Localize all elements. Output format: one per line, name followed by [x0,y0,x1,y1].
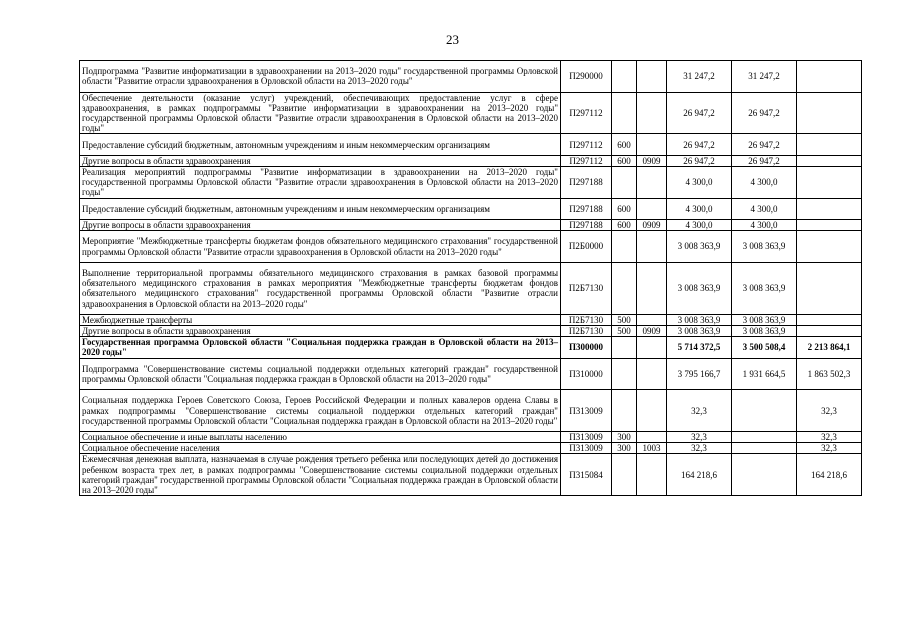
table-row [80,326,862,337]
row-name: Социальное обеспечение и иные выплаты населению [80,432,561,443]
row-code: П300000 [561,337,612,358]
row-expense-type [612,390,637,432]
row-name: Предоставление субсидий бюджетным, автономным учреждениям и иным некоммерческим организациям [80,134,561,155]
row-section-code [637,92,667,134]
row-amount-regional [732,432,797,443]
row-amount-regional: 1 931 664,5 [732,358,797,390]
row-expense-type: 600 [612,134,637,155]
table-row [80,454,862,496]
row-amount-total: 164 218,6 [667,454,732,496]
row-amount-total: 4 300,0 [667,198,732,219]
row-section-code: 0909 [637,155,667,166]
row-amount-regional: 31 247,2 [732,61,797,93]
row-section-code [637,337,667,358]
row-amount-total: 26 947,2 [667,92,732,134]
row-amount-total: 5 714 372,5 [667,337,732,358]
row-name: Государственная программа Орловской области "Социальная поддержка граждан в Орловской области на 2013–2020 годы" [80,337,561,358]
row-section-code [637,231,667,263]
row-amount-regional: 4 300,0 [732,220,797,231]
row-amount-regional [732,443,797,454]
table-row [80,390,862,432]
row-amount-total: 32,3 [667,432,732,443]
row-amount-regional: 3 008 363,9 [732,314,797,325]
row-amount-federal [797,231,862,263]
row-amount-federal: 32,3 [797,432,862,443]
row-amount-federal: 32,3 [797,390,862,432]
row-section-code [637,167,667,199]
row-amount-total: 3 795 166,7 [667,358,732,390]
row-section-code [637,262,667,314]
row-code: П2Б0000 [561,231,612,263]
row-expense-type: 500 [612,314,637,325]
row-code: П313009 [561,390,612,432]
table-row [80,134,862,155]
row-name: Реализация мероприятий подпрограммы "Развитие информатизации в здравоохранении на 2013–2020 годы" государственной программы Орловской области "Развитие отрасли здравоохранения в Орловской области на 2013–2020 годы" [80,167,561,199]
row-amount-total: 3 008 363,9 [667,326,732,337]
row-amount-regional: 3 008 363,9 [732,231,797,263]
row-amount-regional [732,454,797,496]
row-code: П2Б7130 [561,314,612,325]
row-amount-regional: 26 947,2 [732,155,797,166]
table-row [80,231,862,263]
row-section-code [637,61,667,93]
row-amount-regional: 26 947,2 [732,134,797,155]
row-amount-regional: 3 500 508,4 [732,337,797,358]
row-amount-total: 4 300,0 [667,220,732,231]
row-amount-federal [797,220,862,231]
row-section-code [637,358,667,390]
row-expense-type [612,61,637,93]
row-expense-type [612,92,637,134]
table-row [80,92,862,134]
row-expense-type [612,167,637,199]
row-name: Предоставление субсидий бюджетным, автономным учреждениям и иным некоммерческим организациям [80,198,561,219]
table-row [80,61,862,93]
row-amount-regional: 4 300,0 [732,167,797,199]
row-amount-regional: 3 008 363,9 [732,326,797,337]
row-amount-federal [797,134,862,155]
row-amount-total: 3 008 363,9 [667,231,732,263]
row-name: Социальная поддержка Героев Советского Союза, Героев Российской Федерации и полных кавалеров ордена Славы в рамках подпрограммы "Совершенствование системы социальной поддержки отдельных категорий граждан" государственной программы Орловской области "Социальная поддержка граждан в Орловской области на 2013–2020 годы" [80,390,561,432]
row-name: Подпрограмма "Совершенствование системы социальной поддержки отдельных категорий граждан" государственной программы Орловской области "Социальная поддержка граждан в Орловской области на 2013–2020 годы" [80,358,561,390]
row-code: П315084 [561,454,612,496]
row-expense-type [612,262,637,314]
row-amount-total: 26 947,2 [667,134,732,155]
budget-table [79,60,862,496]
row-expense-type: 600 [612,198,637,219]
row-name: Выполнение территориальной программы обязательного медицинского страхования в рамках базовой программы обязательного медицинского страхования в рамках мероприятия "Межбюджетные трансферты бюджетам фондов обязательного медицинского страхования" государственной программы Орловской области "Развитие отрасли здравоохранения в Орловской области на 2013–2020 годы" [80,262,561,314]
row-code: П313009 [561,432,612,443]
row-expense-type [612,337,637,358]
row-name: Подпрограмма "Развитие информатизации в здравоохранении на 2013–2020 годы" государственной программы Орловской области "Развитие отрасли здравоохранения в Орловской области на 2013–2020 годы" [80,61,561,93]
row-amount-federal [797,155,862,166]
row-amount-total: 3 008 363,9 [667,314,732,325]
row-name: Мероприятие "Межбюджетные трансферты бюджетам фондов обязательного медицинского страхования" государственной программы Орловской области "Развитие отрасли здравоохранения в Орловской области на 2013–2020 годы" [80,231,561,263]
row-section-code [637,454,667,496]
row-amount-total: 4 300,0 [667,167,732,199]
row-amount-federal: 1 863 502,3 [797,358,862,390]
row-name: Ежемесячная денежная выплата, назначаемая в случае рождения третьего ребенка или последующих детей до достижения ребенком возраста трех лет, в рамках подпрограммы "Совершенствование системы социальной поддержки отдельных категорий граждан" государственной программы Орловской области "Социальная поддержка граждан в Орловской области на 2013–2020 годы" [80,454,561,496]
row-expense-type: 300 [612,443,637,454]
table-row [80,432,862,443]
row-section-code [637,198,667,219]
row-code: П310000 [561,358,612,390]
row-name: Другие вопросы в области здравоохранения [80,220,561,231]
row-amount-federal [797,198,862,219]
row-amount-federal: 164 218,6 [797,454,862,496]
row-code: П297112 [561,134,612,155]
row-code: П313009 [561,443,612,454]
row-amount-regional: 26 947,2 [732,92,797,134]
row-expense-type: 300 [612,432,637,443]
row-code: П297112 [561,92,612,134]
row-amount-total: 32,3 [667,443,732,454]
table-row [80,198,862,219]
row-section-code [637,432,667,443]
row-amount-regional [732,390,797,432]
row-amount-federal [797,61,862,93]
row-section-code [637,134,667,155]
row-name: Другие вопросы в области здравоохранения [80,326,561,337]
row-expense-type [612,231,637,263]
row-amount-regional: 4 300,0 [732,198,797,219]
table-row [80,314,862,325]
table-row [80,155,862,166]
row-expense-type [612,454,637,496]
table-row [80,358,862,390]
row-code: П2Б7130 [561,326,612,337]
row-section-code [637,314,667,325]
row-section-code: 0909 [637,326,667,337]
row-section-code [637,390,667,432]
row-amount-federal [797,314,862,325]
page-number: 23 [446,32,459,47]
row-name: Межбюджетные трансферты [80,314,561,325]
row-code: П297112 [561,155,612,166]
table-row [80,220,862,231]
row-code: П290000 [561,61,612,93]
row-amount-federal: 2 213 864,1 [797,337,862,358]
row-amount-federal [797,326,862,337]
row-section-code: 1003 [637,443,667,454]
row-expense-type [612,358,637,390]
row-amount-federal: 32,3 [797,443,862,454]
row-code: П2Б7130 [561,262,612,314]
table-row [80,262,862,314]
row-expense-type: 500 [612,326,637,337]
row-amount-total: 3 008 363,9 [667,262,732,314]
row-code: П297188 [561,198,612,219]
row-code: П297188 [561,220,612,231]
row-name: Социальное обеспечение населения [80,443,561,454]
row-amount-total: 32,3 [667,390,732,432]
row-name: Другие вопросы в области здравоохранения [80,155,561,166]
row-expense-type: 600 [612,220,637,231]
row-code: П297188 [561,167,612,199]
row-amount-federal [797,262,862,314]
row-amount-federal [797,167,862,199]
table-body [80,61,862,496]
row-section-code: 0909 [637,220,667,231]
table-row [80,443,862,454]
row-name: Обеспечение деятельности (оказание услуг) учреждений, обеспечивающих предоставление услуг в сфере здравоохранения, в рамках подпрограммы "Развитие информатизации в здравоохранении на 2013–2020 годы" государственной программы Орловской области "Развитие отрасли здравоохранения в Орловской области на 2013–2020 годы" [80,92,561,134]
table-row [80,337,862,358]
row-amount-total: 31 247,2 [667,61,732,93]
row-amount-federal [797,92,862,134]
table-row [80,167,862,199]
row-amount-regional: 3 008 363,9 [732,262,797,314]
row-amount-total: 26 947,2 [667,155,732,166]
row-expense-type: 600 [612,155,637,166]
